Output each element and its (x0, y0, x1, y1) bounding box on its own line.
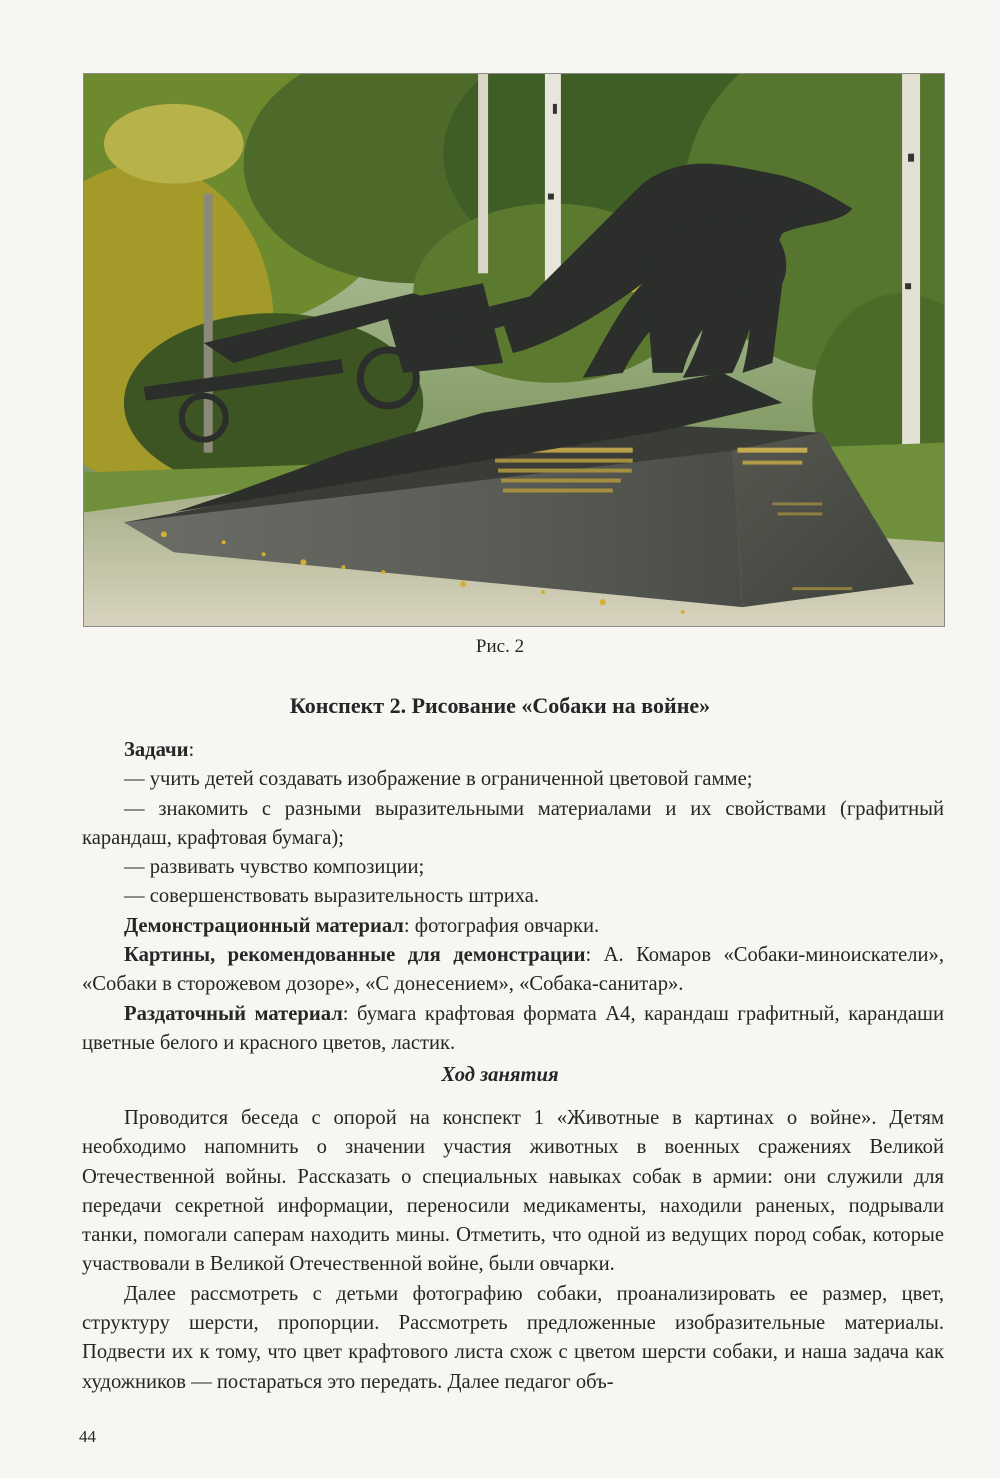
section-title: Конспект 2. Рисование «Собаки на войне» (289, 693, 711, 718)
demo-material-text: : фотография овчарки. (403, 914, 600, 937)
tasks-heading: Задачи: (124, 739, 195, 761)
page-number: 44 (79, 1427, 96, 1446)
handout-text: : бумага крафтовая формата А4, карандаш графитный, карандаши цветные белого и красного цветов, ластик. (82, 1002, 945, 1054)
figure-caption: Рис. 2 (475, 636, 525, 657)
monument-photo (83, 73, 945, 627)
tasks-block (82, 736, 944, 1058)
recommended-paintings (82, 941, 944, 1000)
task-item: — развивать чувство композиции; (124, 856, 425, 879)
handout-label: Раздаточный материал (124, 1002, 343, 1025)
paintings-text: : А. Комаров «Собаки-миноискатели», «Собаки в сторожевом дозоре», «С донесением», «Собака-санитар». (82, 944, 944, 996)
task-item: — совершенствовать выразительность штриха. (124, 885, 540, 908)
task-item: — учить детей создавать изображение в ограниченной цветовой гамме; (124, 768, 753, 791)
demo-material-label: Демонстрационный материал (124, 914, 404, 937)
body-paragraph: Далее рассмотреть с детьми фотографию собаки, проанализировать ее размер, цвет, структуру шерсти, пропорции. Рассмотреть предложенные изобразительные материалы. Подвести их к тому, что цвет крафтового листа схож с цветом шерсти собаки, и наша задача как художников — постараться это передать. Далее педагог объ- (82, 1282, 944, 1393)
task-item: — знакомить с разными выразительными материалами и их свойствами (графитный карандаш, крафтовая бумага); (82, 797, 944, 849)
demo-material (82, 912, 944, 941)
paintings-label: Картины, рекомендованные для демонстрации (124, 944, 586, 967)
body-paragraph: Проводится беседа с опорой на конспект 1 «Животные в картинах о войне». Детям необходимо напомнить о значении участия животных в военных сражениях Великой Отечественной войны. Рассказать о специальных навыках собак в армии: они служили для передачи секретной информации, переносили медикаменты, находили раненых, подрывали танки, помогали саперам находить мины. Отметить, что одной из ведущих пород собак, которые участвовали в Великой Отечественной войне, были овчарки. (82, 1107, 944, 1276)
monument-illustration (84, 74, 944, 626)
tasks-label: Задачи (124, 739, 189, 761)
lesson-body (82, 1104, 944, 1397)
lesson-heading: Ход занятия (441, 1064, 559, 1086)
handout-material (82, 1000, 944, 1059)
